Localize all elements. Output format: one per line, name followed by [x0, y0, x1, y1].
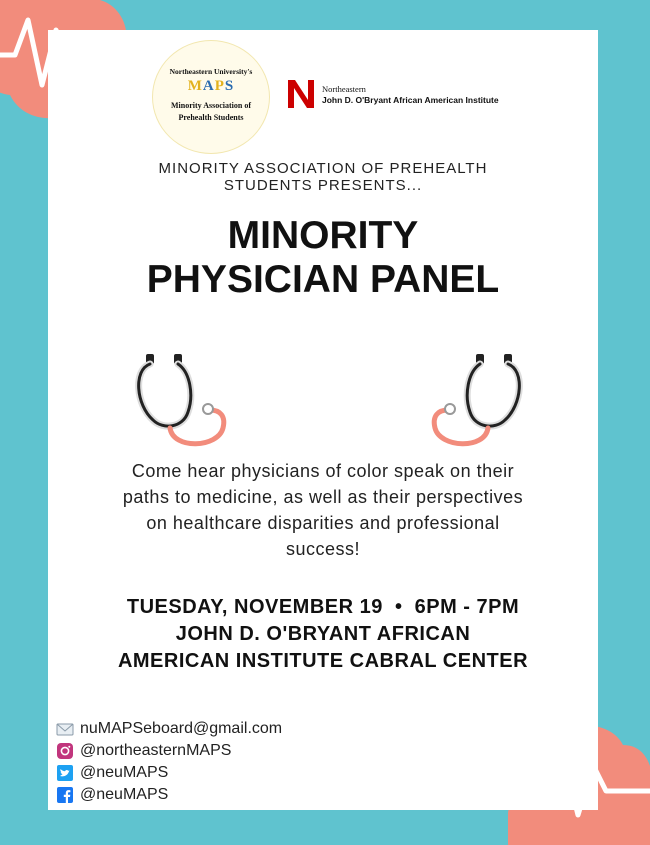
contact-facebook-text: @neuMAPS [80, 786, 169, 803]
presents-heading [48, 160, 598, 194]
presents-line2: STUDENTS PRESENTS... [223, 177, 423, 194]
event-description [90, 458, 556, 562]
twitter-icon [56, 764, 74, 782]
contact-instagram-text: @northeasternMAPS [80, 742, 232, 759]
presents-line1: MINORITY ASSOCIATION OF PREHEALTH [158, 160, 488, 177]
description-line1: Come hear physicians of color speak on their [131, 461, 515, 481]
maps-logo-mark: MAPS [187, 78, 235, 94]
stethoscope-icon-left [128, 350, 238, 450]
event-location-line1: JOHN D. O'BRYANT AFRICAN [175, 623, 471, 645]
maps-logo-line1: Northeastern University's [169, 67, 253, 76]
description-line3: on healthcare disparities and professional [146, 513, 500, 533]
instagram-icon [56, 742, 74, 760]
event-location-line2: AMERICAN INSTITUTE CABRAL CENTER [117, 650, 529, 672]
contact-email-text: nuMAPSeboard@gmail.com [80, 720, 283, 737]
contact-list [56, 718, 282, 806]
contact-instagram[interactable] [56, 740, 282, 762]
event-title-line2: PHYSICIAN PANEL [146, 258, 500, 301]
description-line2: paths to medicine, as well as their perspectives [122, 487, 524, 507]
institute-university-name: Northeastern [322, 84, 366, 94]
contact-facebook[interactable] [56, 784, 282, 806]
envelope-icon [56, 720, 74, 738]
stethoscope-icon-right [420, 350, 530, 450]
obryant-institute-logo [286, 78, 526, 112]
contact-twitter-text: @neuMAPS [80, 764, 169, 781]
northeastern-n-icon [286, 78, 316, 110]
institute-name: John D. O'Bryant African American Institute [322, 95, 499, 105]
facebook-icon [56, 786, 74, 804]
event-details [48, 594, 598, 675]
logo-row [152, 40, 532, 152]
event-title [48, 214, 598, 302]
maps-logo [152, 40, 270, 154]
event-date-time: TUESDAY, NOVEMBER 19 • 6PM - 7PM [126, 596, 520, 618]
contact-twitter[interactable] [56, 762, 282, 784]
contact-email[interactable] [56, 718, 282, 740]
maps-logo-line3: Prehealth Students [178, 113, 244, 122]
description-line4: success! [285, 539, 361, 559]
maps-logo-line2: Minority Association of [171, 101, 251, 110]
event-title-line1: MINORITY [227, 214, 419, 257]
